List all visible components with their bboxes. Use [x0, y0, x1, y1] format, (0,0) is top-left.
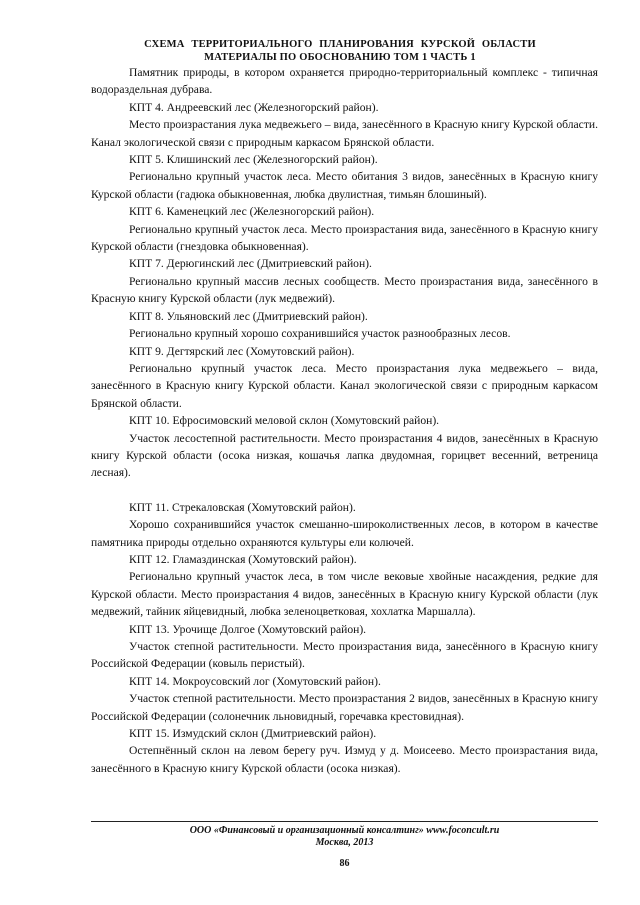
kpt-heading: КПТ 14. Мокроусовский лог (Хомутовский район).: [129, 674, 381, 688]
paragraph: Регионально крупный участок леса. Место произрастания вида, занесённого в Красную книгу Курской области (гнездовка обыкновенная).: [91, 222, 598, 254]
page-header: [80, 38, 600, 64]
footer-company: ООО «Финансовый и организационный консалтинг» www.foconcult.ru: [189, 825, 500, 836]
kpt-heading: КПТ 5. Клишинский лес (Железногорский район).: [129, 153, 378, 167]
paragraph: Хорошо сохранившийся участок смешанно-широколиственных лесов, в котором в качестве памятника природы отдельно охраняются культуры ели колючей.: [91, 518, 598, 549]
kpt-heading: КПТ 10. Ефросимовский меловой склон (Хомутовский район).: [129, 414, 440, 428]
paragraph: Памятник природы, в котором охраняется природно-территориальный комплекс - типичная водораздельная дубрава.: [91, 66, 598, 97]
paragraph: Регионально крупный массив лесных сообществ. Место произрастания вида, занесённого в Красную книгу Курской области (лук медвежий).: [91, 274, 598, 306]
paragraph: Регионально крупный участок леса. Место произрастания лука медвежьего – вида, занесённого в Красную книгу Курской области. Канал экологической связи с природным каркасом Брянской области.: [91, 361, 598, 410]
footer-divider: [91, 821, 598, 822]
kpt-heading: КПТ 9. Дегтярский лес (Хомутовский район).: [129, 344, 355, 358]
paragraph: Место произрастания лука медвежьего – вида, занесённого в Красную книгу Курской области. Канал экологической связи с природным каркасом Брянской области.: [91, 118, 598, 149]
paragraph: Регионально крупный участок леса. Место обитания 3 видов, занесённых в Красную книгу Курской области (гадюка обыкновенная, любка двулистная, тимьян блошиный).: [91, 170, 598, 201]
kpt-heading: КПТ 13. Урочище Долгое (Хомутовский район).: [129, 622, 367, 636]
document-body: [91, 64, 598, 777]
kpt-heading: КПТ 8. Ульяновский лес (Дмитриевский район).: [129, 309, 368, 323]
paragraph: Регионально крупный хорошо сохранившийся участок разнообразных лесов.: [129, 327, 511, 341]
header-title: СХЕМА ТЕРРИТОРИАЛЬНОГО ПЛАНИРОВАНИЯ КУРСКОЙ ОБЛАСТИ: [144, 39, 536, 50]
paragraph: Участок степной растительности. Место произрастания вида, занесённого в Красную книгу Российской Федерации (ковыль перистый).: [91, 640, 598, 671]
kpt-heading: КПТ 6. Каменецкий лес (Железногорский район).: [129, 205, 375, 219]
kpt-heading: КПТ 12. Гламаздинская (Хомутовский район).: [129, 552, 357, 566]
paragraph: Остепнённый склон на левом берегу руч. Измуд у д. Моисеево. Место произрастания вида, занесённого в Красную книгу Курской области (осока низкая).: [91, 744, 598, 775]
paragraph: Регионально крупный участок леса, в том числе вековые хвойные насаждения, редкие для Курской области. Место произрастания 4 видов, занесённых в Красную книгу Курской области (лук медвежий, тайник яйцевидный, любка зеленоцветковая, хохлатка Маршалла).: [91, 570, 598, 619]
footer-city-year: Москва, 2013: [315, 837, 374, 848]
kpt-heading: КПТ 11. Стрекаловская (Хомутовский район).: [129, 500, 356, 514]
kpt-heading: КПТ 4. Андреевский лес (Железногорский район).: [129, 100, 379, 114]
kpt-heading: КПТ 15. Измудский склон (Дмитриевский район).: [129, 727, 377, 741]
page-number: 86: [339, 858, 350, 869]
paragraph: Участок лесостепной растительности. Место произрастания 4 видов, занесённых в Красную книгу Курской области (осока низкая, кошачья лапка двудомная, горицвет весенний, ветреница лесная).: [91, 431, 598, 480]
kpt-heading: КПТ 7. Дерюгинский лес (Дмитриевский район).: [129, 257, 372, 271]
page-footer: [91, 825, 598, 849]
paragraph: Участок степной растительности. Место произрастания 2 видов, занесённых в Красную книгу Российской Федерации (солонечник льновидный, горечавка крестовидная).: [91, 692, 598, 723]
header-subtitle: МАТЕРИАЛЫ ПО ОБОСНОВАНИЮ ТОМ 1 ЧАСТЬ 1: [204, 52, 476, 63]
